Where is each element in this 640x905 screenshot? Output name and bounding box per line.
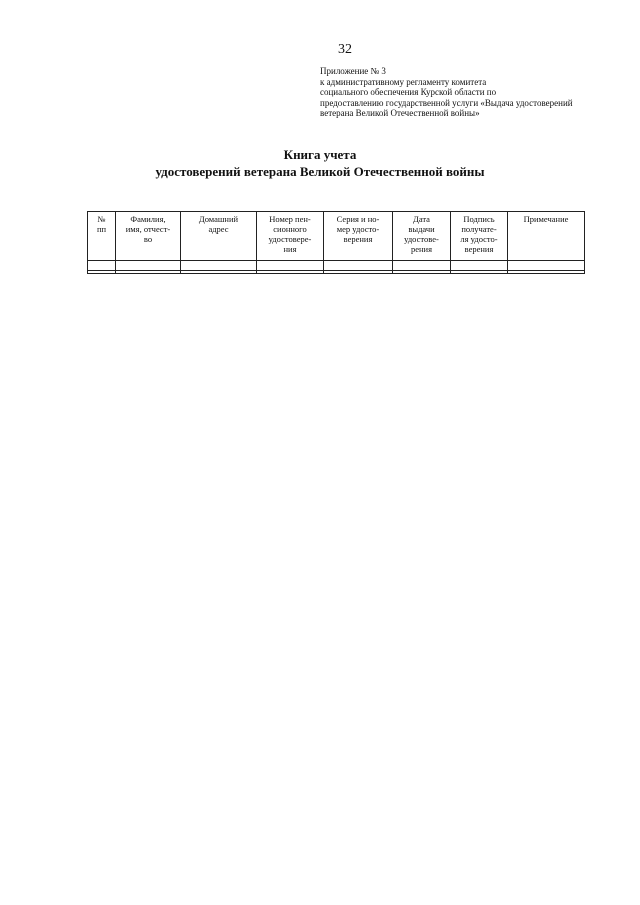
table-cell: [88, 261, 116, 271]
table-cell: [508, 261, 585, 271]
table-header-row: [88, 212, 585, 261]
column-header-pension-certificate-number: [257, 212, 324, 261]
header-line: Фамилия,: [130, 214, 166, 224]
page-number: 32: [338, 42, 352, 57]
table-cell: [393, 261, 451, 271]
column-header-full-name: [116, 212, 181, 261]
table-cell: [324, 271, 393, 274]
table-cell: [116, 261, 181, 271]
table-cell: [88, 271, 116, 274]
table-cell: [451, 271, 508, 274]
header-line: адрес: [208, 224, 229, 234]
header-line: выдачи: [408, 224, 435, 234]
table-row: [88, 261, 585, 271]
column-header-issue-date: [393, 212, 451, 261]
header-line: верения: [464, 244, 494, 254]
header-line: Номер пен-: [269, 214, 311, 224]
table-cell: [393, 271, 451, 274]
table-cell: [508, 271, 585, 274]
header-line: получате-: [461, 224, 497, 234]
header-line: удостовере-: [268, 234, 312, 244]
appendix-line: к административному регламенту комитета: [320, 76, 487, 87]
header-line: мер удосто-: [336, 224, 380, 234]
appendix-line: социального обеспечения Курской области по: [320, 87, 497, 97]
appendix-line: Приложение № 3: [320, 66, 386, 76]
header-line: №: [97, 214, 106, 224]
table-cell: [257, 271, 324, 274]
header-line: Серия и но-: [336, 214, 380, 224]
table-cell: [324, 261, 393, 271]
table-cell: [257, 261, 324, 271]
header-line: Домашний: [198, 214, 239, 224]
title-line-1: Книга учета: [283, 147, 357, 162]
header-line: Примечание: [523, 214, 569, 224]
column-header-note: [508, 212, 585, 261]
column-header-recipient-signature: [451, 212, 508, 261]
column-header-number: [88, 212, 116, 261]
table-cell: [116, 271, 181, 274]
header-line: во: [143, 234, 153, 244]
document-title: [0, 146, 640, 180]
header-line: пп: [96, 224, 107, 234]
header-line: Дата: [413, 214, 430, 224]
appendix-note: [320, 66, 620, 119]
table-cell: [181, 261, 257, 271]
register-table: [87, 211, 585, 274]
header-line: верения: [343, 234, 373, 244]
header-line: рения: [410, 244, 433, 254]
title-line-2: удостоверений ветерана Великой Отечественной войны: [155, 164, 485, 179]
table-cell: [181, 271, 257, 274]
header-line: сионного: [273, 224, 307, 234]
header-line: Подпись: [463, 214, 495, 224]
header-line: удостове-: [404, 234, 439, 244]
header-line: ля удосто-: [460, 234, 498, 244]
header-line: ния: [283, 244, 297, 254]
table-row: [88, 271, 585, 274]
column-header-certificate-series-number: [324, 212, 393, 261]
appendix-line: предоставлению государственной услуги «Выдача удостоверений: [320, 97, 573, 108]
appendix-line: ветерана Великой Отечественной войны»: [320, 108, 480, 118]
table-cell: [451, 261, 508, 271]
header-line: имя, отчест-: [125, 224, 171, 234]
column-header-home-address: [181, 212, 257, 261]
